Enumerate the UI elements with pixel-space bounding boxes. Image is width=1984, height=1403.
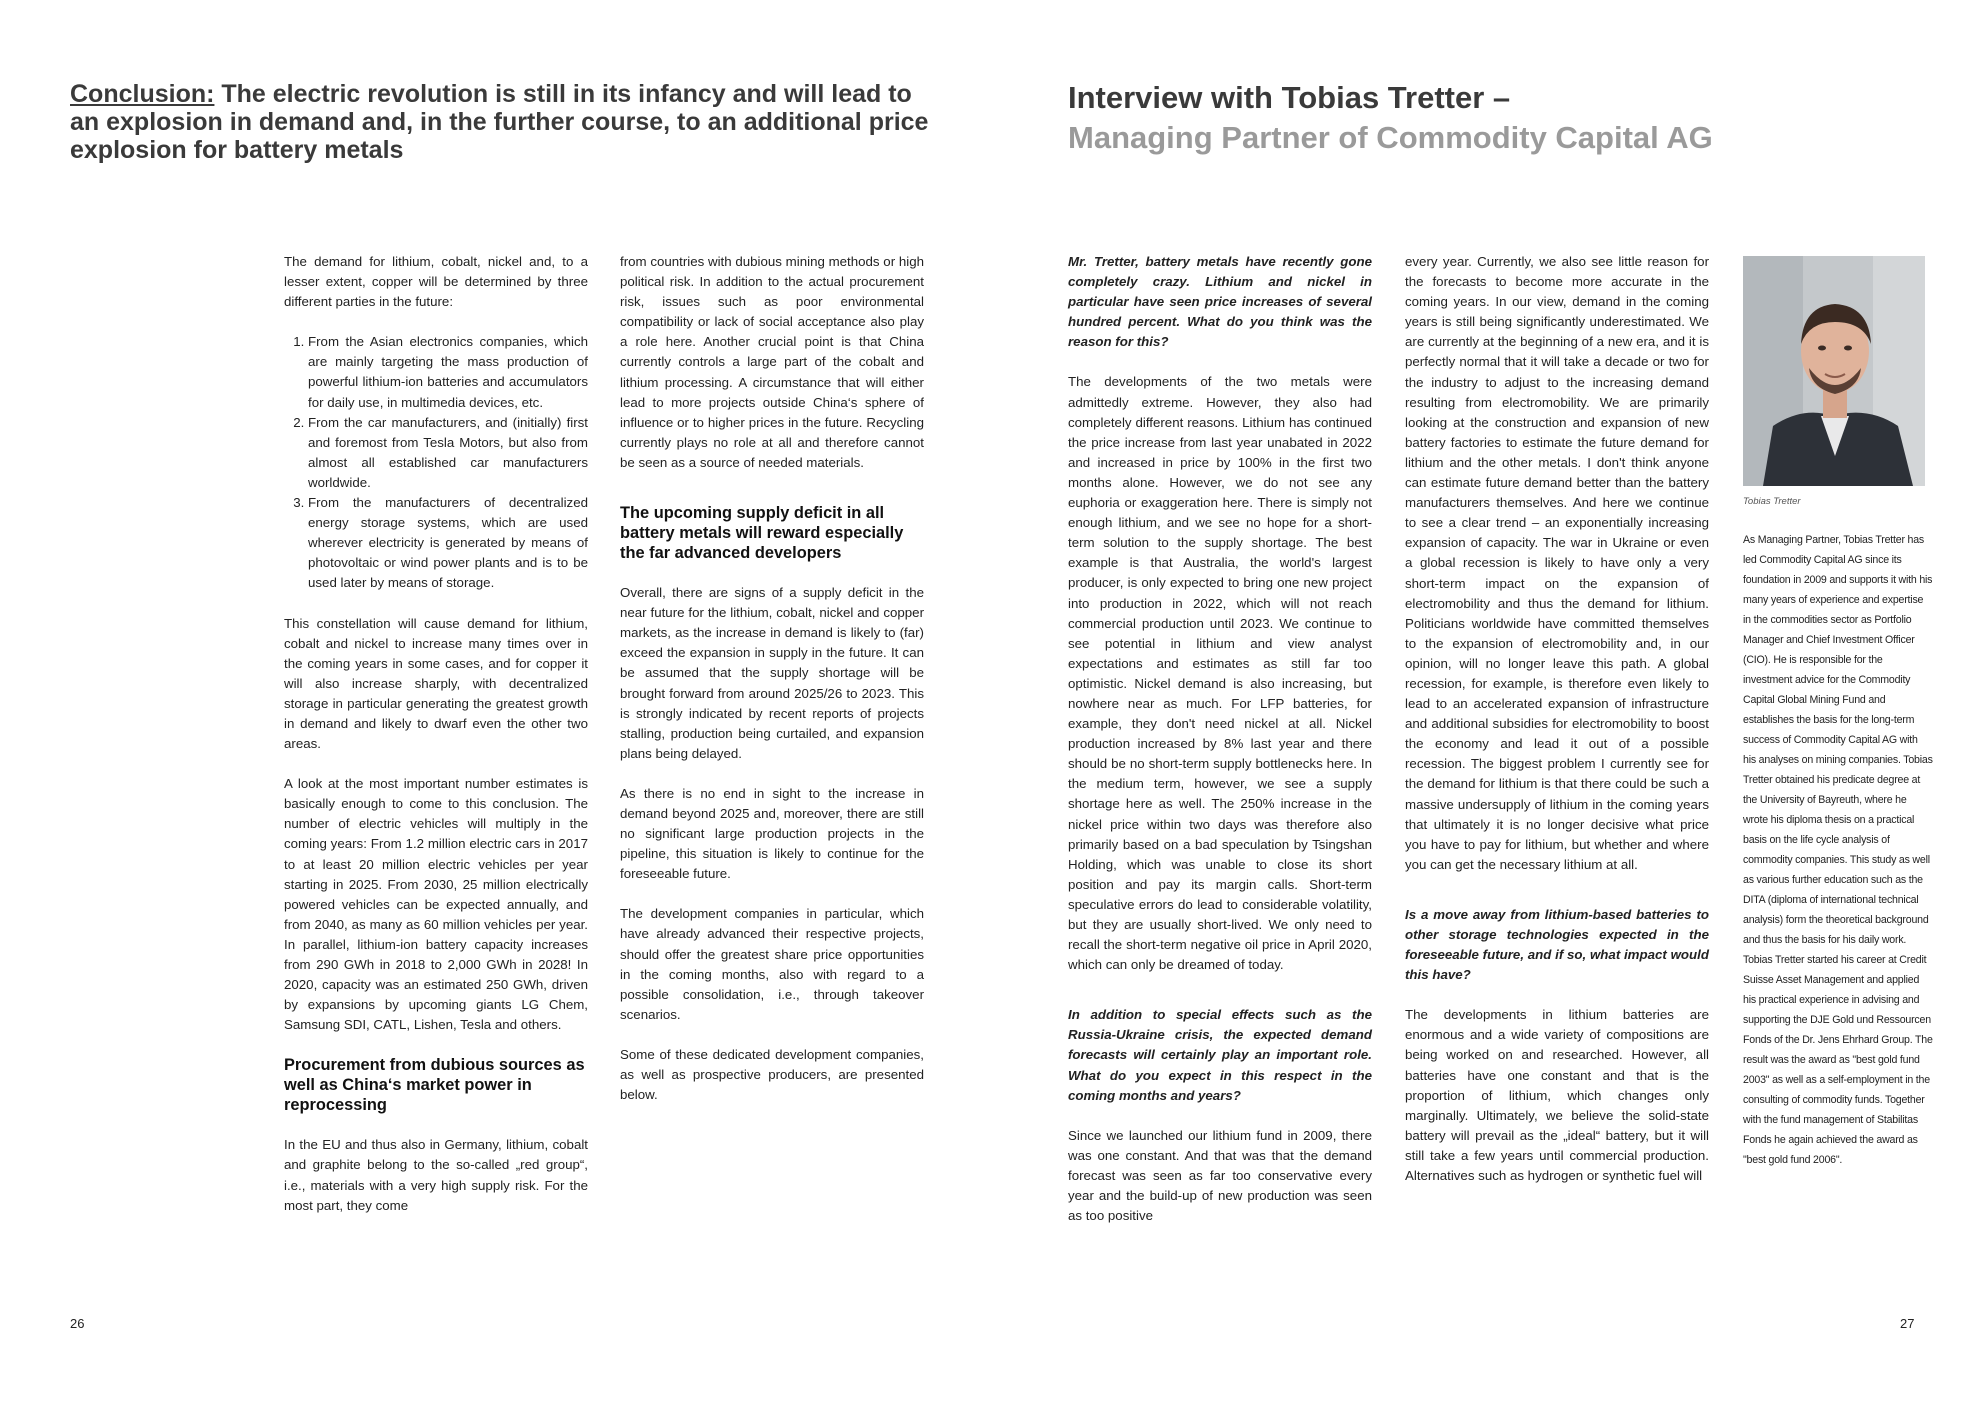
interview-question: In addition to special effects such as the Russia-Ukraine crisis, the expected demand forecasts will certainly play an important role. What do you expect in this respect in the coming months and years? bbox=[1068, 1007, 1372, 1103]
list-item: 2. From the car manufacturers, and (initially) first and foremost from Tesla Motors, but also from almost all established car manufacturers worldwide. bbox=[308, 413, 588, 493]
list-item: 1. From the Asian electronics companies, which are mainly targeting the mass production of powerful lithium-ion batteries and accumulators for daily use, in multimedia devices, etc. bbox=[308, 332, 588, 412]
interview-column-2 bbox=[1405, 252, 1709, 1206]
list-item: 3. From the manufacturers of decentralized energy storage systems, which are used wherever electricity is generated by means of photovoltaic or wind power plants and is to be used later by means of storage. bbox=[308, 493, 588, 593]
paragraph: The demand for lithium, cobalt, nickel and, to a lesser extent, copper will be determined by three different parties in the future: bbox=[284, 254, 588, 310]
paragraph: from countries with dubious mining methods or high political risk. In addition to the actual procurement risk, issues such as poor environmental compatibility or lack of social acceptance also play a role here. Another crucial point is that China currently controls a large part of the cobalt and lithium processing. A circumstance that will either lead to more projects outside China‘s sphere of influence or to higher prices in the future. Recycling currently plays no role at all and therefore cannot be seen as a source of needed materials. bbox=[620, 254, 924, 470]
page-number-right: 27 bbox=[1900, 1316, 1915, 1331]
paragraph: As there is no end in sight to the increase in demand beyond 2025 and, moreover, there are still no significant large production projects in the pipeline, this situation is likely to continue for the foreseeable future. bbox=[620, 785, 924, 882]
headline-rest: The electric revolution is still in its infancy and will lead to an explosion in demand and, in the further course, to an additional price explosion for battery metals bbox=[70, 80, 929, 164]
page-number-left: 26 bbox=[70, 1316, 85, 1331]
portrait-photo bbox=[1743, 256, 1925, 486]
left-page-headline bbox=[70, 80, 930, 164]
interview-answer: The developments of the two metals were admittedly extreme. However, they also had completely different reasons. Lithium has continued the price increase from last year unabated in 2022 and increased in price by 100% in the first two months alone. However, we do not see any euphoria or exaggeration here. There is simply not enough lithium, and we see no hope for a short-term solution to the supply shortage. The best example is that Australia, the world's largest producer, is only expected to bring one new project into production in 2022, which will not reach commercial production until 2023. We continue to see potential in lithium and view analyst expectations and estimates as still far too optimistic. Nickel demand is also increasing, but nowhere near as much. For LFP batteries, for example, they don't need nickel at all. Nickel production increased by 8% last year and there should be no short-term supply bottlenecks here. In the medium term, however, we see a supply shortage here as well. The 250% increase in the nickel price within two days was therefore also primarily based on a bad speculation by Tsingshan Holding, which was unable to close its short position and pay its margin calls. Short-term speculative errors do lead to considerable volatility, but they are usually short-lived. We only need to recall the short-term negative oil price in April 2020, which can only be dreamed of today. bbox=[1068, 374, 1372, 973]
interview-question: Is a move away from lithium-based batteries to other storage technologies expected in the foreseeable future, and if so, what impact would this have? bbox=[1405, 906, 1709, 983]
paragraph: A look at the most important number estimates is basically enough to come to this conclusion. The number of electric vehicles will multiply in the coming years: From 1.2 million electric cars in 2017 to at least 20 million electric vehicles per year starting in 2025. From 2030, 25 million electrically powered vehicles can be expected annually, and from 2040, as many as 60 million vehicles per year. In parallel, lithium-ion battery capacity increases from 290 GWh in 2018 to 2,000 GWh in 2028! In 2020, capacity was an estimated 250 GWh, driven by expansions by upcoming giants LG Chem, Samsung SDI, CATL, Lishen, Tesla and others. bbox=[284, 776, 588, 1033]
title-line-2: Managing Partner of Commodity Capital AG bbox=[1068, 120, 1713, 155]
interview-question: Mr. Tretter, battery metals have recently gone completely crazy. Lithium and nickel in particular have seen price increases of several hundred percent. What do you think was the reason for this? bbox=[1068, 254, 1372, 350]
section-heading: Procurement from dubious sources as well as China‘s market power in reprocessing bbox=[284, 1056, 585, 1115]
paragraph: Some of these dedicated development companies, as well as prospective producers, are presented below. bbox=[620, 1046, 924, 1103]
demand-parties-list bbox=[284, 332, 588, 593]
paragraph: Overall, there are signs of a supply deficit in the near future for the lithium, cobalt, nickel and copper markets, as the increase in demand is likely to (far) exceed the expansion in supply in the future. It can be assumed that the supply shortage will be brought forward from around 2025/26 to 2023. This is strongly indicated by recent reports of projects stalling, production being curtailed, and expansion plans being delayed. bbox=[620, 585, 924, 761]
left-column-1 bbox=[284, 252, 588, 1236]
bio-sidebar: As Managing Partner, Tobias Tretter has led Commodity Capital AG since its foundation in 2009 and supports it with his many years of experience and expertise in the commodities sector as Portfolio Manager and Chief Investment Officer (CIO). He is responsible for the investment advice for the Commodity Capital Global Mining Fund and establishes the basis for the long-term success of Commodity Capital AG with his analyses on mining companies. Tobias Tretter obtained his predicate degree at the University of Bayreuth, where he wrote his diploma thesis on a practical basis on the life cycle analysis of commodity companies. This study as well as various further education such as the DITA (diploma of international technical analysis) form the theoretical background and thus the basis for his daily work. Tobias Tretter started his career at Credit Suisse Asset Management and applied his practical experience in advising and supporting the DJE Gold und Ressourcen Fonds of the Dr. Jens Ehrhard Group. The result was the award as "best gold fund 2003" as well as a self-employment in the consulting of commodity funds. Together with the fund management of Stabilitas Fonds he again achieved the award as "best gold fund 2006". bbox=[1743, 534, 1933, 1166]
right-page-title bbox=[1068, 78, 1928, 158]
title-line-1: Interview with Tobias Tretter – bbox=[1068, 80, 1511, 115]
interview-answer: every year. Currently, we also see little reason for the forecasts to become more accurate in the coming years. In our view, demand in the coming years is still being significantly underestimated. We are currently at the beginning of a new era, and it is perfectly normal that it will take a decade or two for the industry to adjust to the increasing demand resulting from electromobility. We are primarily looking at the construction and expansion of new battery factories to estimate the future demand for lithium and the other metals. I don't think anyone can estimate future demand better than the battery manufacturers themselves. And here we continue to see a clear trend – an exponentially increasing expansion of capacity. The war in Ukraine or even a global recession is likely to have only a very short-term impact on the expansion of electromobility and thus the demand for lithium. Politicians worldwide have committed themselves to the expansion of electromobility and, in our opinion, will no longer leave this path. A global recession, for example, is therefore even likely to lead to an accelerated expansion of infrastructure and additional subsidies for electromobility to boost the economy and lead it out of a possible recession. The biggest problem I currently see for the demand for lithium is that there could be such a massive undersupply of lithium in the coming years that ultimately it is no longer decisive what price you have to pay for lithium, but whether and where you can get the necessary lithium at all. bbox=[1405, 254, 1709, 872]
portrait-illustration bbox=[1743, 256, 1925, 486]
paragraph: This constellation will cause demand for lithium, cobalt and nickel to increase many times over in the coming years in some cases, and for copper it will also increase sharply, with decentralized storage in particular generating the greatest growth in demand and likely to dwarf even the other two areas. bbox=[284, 615, 588, 752]
photo-caption: Tobias Tretter bbox=[1743, 496, 1801, 507]
section-heading: The upcoming supply deficit in all battery metals will reward especially the far advanced developers bbox=[620, 504, 904, 563]
interview-answer: The developments in lithium batteries are enormous and a wide variety of compositions are being worked on and researched. However, all batteries have one constant and that is the proportion of lithium, which changes only marginally. Ultimately, we believe the solid-state battery will prevail as the „ideal“ battery, but it will still take a few years until commercial production. Alternatives such as hydrogen or synthetic fuel will bbox=[1405, 1007, 1709, 1184]
headline-lead: Conclusion: bbox=[70, 80, 215, 108]
left-column-2 bbox=[620, 252, 924, 1125]
paragraph: The development companies in particular, which have already advanced their respective projects, should offer the greatest share price opportunities in the coming months, also with regard to a possible consolidation, i.e., through takeover scenarios. bbox=[620, 906, 924, 1022]
paragraph: In the EU and thus also in Germany, lithium, cobalt and graphite belong to the so-called „red group“, i.e., materials with a very high supply risk. For the most part, they come bbox=[284, 1137, 588, 1213]
interview-column-1 bbox=[1068, 252, 1372, 1246]
interview-answer: Since we launched our lithium fund in 2009, there was one constant. And that was that the demand forecast was seen as far too conservative every year and the build-up of new production was seen as too positive bbox=[1068, 1127, 1372, 1224]
